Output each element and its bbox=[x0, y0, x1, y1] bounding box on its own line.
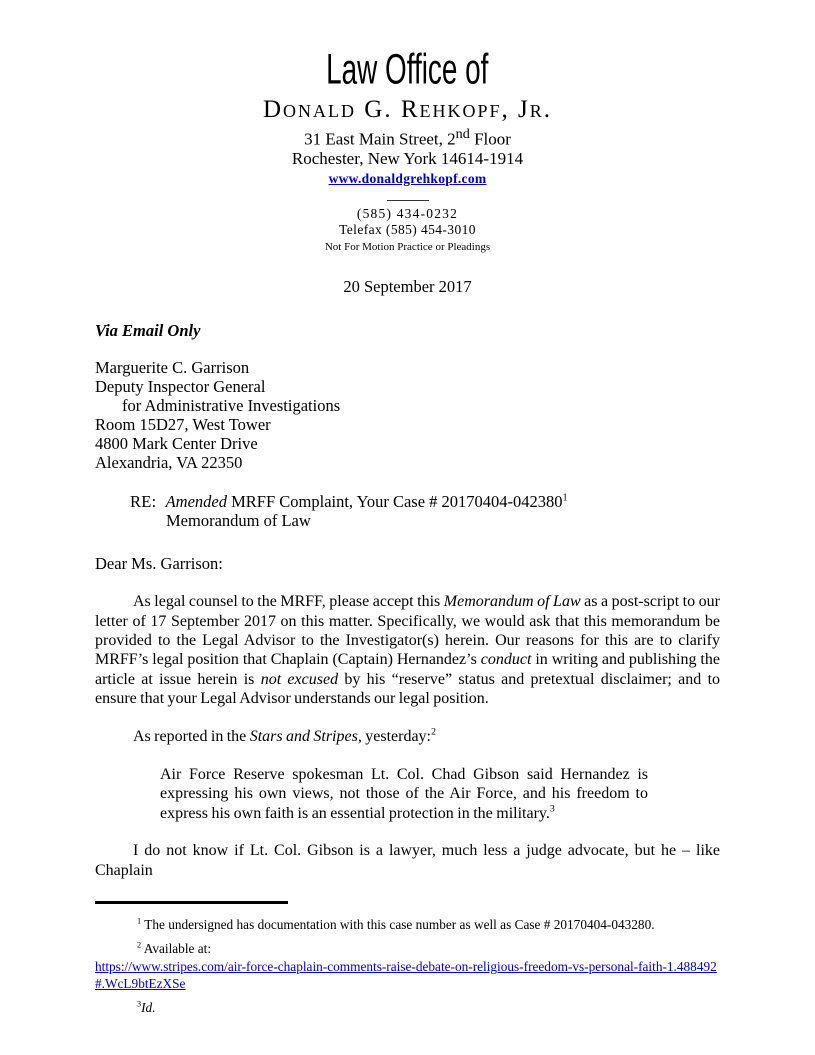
footnotes bbox=[95, 917, 720, 1016]
attorney-name: Donald G. Rehkopf, Jr. bbox=[262, 96, 553, 123]
footnote-1-text: The undersigned has documentation with this case number as well as Case # 20170404-043280. bbox=[141, 917, 655, 933]
footnote-ref-3: 3 bbox=[549, 803, 555, 815]
re-subject-italic: Amended bbox=[165, 492, 227, 512]
re-subject-rest: MRFF Complaint, Your Case # 20170404-042380 bbox=[226, 492, 563, 512]
footnote-2-url bbox=[95, 959, 720, 991]
letterhead-disclaimer: Not For Motion Practice or Pleadings bbox=[324, 241, 491, 254]
street-address-text: 31 East Main Street, 2 bbox=[304, 129, 456, 149]
delivery-method: Via Email Only bbox=[95, 321, 201, 341]
website-row bbox=[95, 171, 720, 187]
recipient-line: 4800 Mark Center Drive bbox=[95, 434, 258, 454]
body-paragraph-2 bbox=[95, 727, 720, 746]
recipient-line: Room 15D27, West Tower bbox=[95, 415, 271, 435]
stripes-article-link[interactable] bbox=[95, 959, 717, 990]
city-address: Rochester, New York 14614-1914 bbox=[291, 149, 524, 169]
re-block bbox=[130, 492, 720, 530]
recipient-address bbox=[95, 358, 720, 472]
phone-number: (585) 434-0232 bbox=[356, 206, 459, 222]
law-office-line bbox=[95, 44, 720, 94]
footnote-2-number: 2 bbox=[137, 940, 142, 950]
p1-text: As legal counsel to the MRFF, please accept this bbox=[133, 593, 444, 611]
p2-italic-stars-and-stripes: Stars and Stripes, bbox=[249, 727, 362, 745]
p1-text: by his “reserve” status and pretextual disclaimer; and to ensure that your Legal Advisor understands our legal position. bbox=[95, 670, 721, 708]
quote-text: Air Force Reserve spokesman Lt. Col. Chad Gibson said Hernandez is expressing his own views, not those of the Air Force, and his freedom to express his own faith is an essential protection in the military. bbox=[160, 766, 648, 822]
street-address-floor: Floor bbox=[469, 129, 511, 149]
p1-italic-conduct: conduct bbox=[480, 651, 532, 669]
footnote-separator bbox=[95, 901, 288, 904]
phone-divider bbox=[387, 200, 429, 201]
salutation: Dear Ms. Garrison: bbox=[95, 554, 223, 574]
p1-text: as a post-script to our letter of 17 September 2017 on this matter. Specifically, we would ask that this memorandum be provided to the Legal Advisor to the Investigator(s) herein. Our reasons for this are to clarify MRFF’s legal position that Chaplain (Captain) Hernandez’s bbox=[95, 593, 720, 669]
body-paragraph-1 bbox=[95, 592, 720, 708]
block-quote bbox=[160, 765, 648, 823]
date-line: 20 September 2017 bbox=[343, 277, 472, 297]
footnote-3-text: Id. bbox=[141, 999, 156, 1015]
recipient-line: Marguerite C. Garrison bbox=[95, 358, 250, 378]
recipient-line: Alexandria, VA 22350 bbox=[95, 453, 243, 473]
footnote-ref-2: 2 bbox=[431, 726, 436, 738]
recipient-line: Deputy Inspector General bbox=[95, 377, 266, 397]
street-address-ordinal: nd bbox=[455, 125, 470, 142]
p1-italic-memorandum: Memorandum of Law bbox=[443, 593, 581, 611]
footnote-2-text: Available at: bbox=[141, 941, 212, 957]
footnote-2 bbox=[95, 941, 720, 957]
p1-text: in writing and publishing the article at issue herein is bbox=[95, 651, 720, 688]
footnote-1 bbox=[95, 917, 720, 933]
body-paragraph-3: I do not know if Lt. Col. Gibson is a lawyer, much less a judge advocate, but he – like Chaplain bbox=[95, 842, 720, 879]
recipient-line: for Administrative Investigations bbox=[122, 396, 341, 416]
footnote-3 bbox=[95, 1000, 720, 1016]
p2-text: yesterday: bbox=[361, 727, 431, 745]
re-label: RE: bbox=[130, 492, 157, 512]
website-link[interactable]: www.donaldgrehkopf.com bbox=[328, 171, 487, 187]
p1-italic-not-excused: not excused bbox=[260, 670, 339, 688]
footnote-1-number: 1 bbox=[137, 916, 142, 926]
stripes-article-link-line1: https://www.stripes.com/air-force-chaplain-comments-raise-debate-on-religious-freedom-vs-personal-faith-1.488492 bbox=[95, 959, 717, 975]
stripes-article-link-line2: #.WcL9btEzXSe bbox=[95, 975, 186, 991]
law-office-line-text: Law Office of bbox=[326, 44, 489, 94]
re-subject-line2: Memorandum of Law bbox=[166, 511, 311, 531]
fax-number: Telefax (585) 454-3010 bbox=[339, 222, 476, 238]
street-address bbox=[95, 124, 720, 150]
footnote-ref-1: 1 bbox=[562, 492, 568, 504]
letterhead bbox=[95, 44, 720, 254]
p2-text: As reported in the bbox=[133, 727, 250, 745]
footnote-3-number: 3 bbox=[137, 999, 142, 1009]
